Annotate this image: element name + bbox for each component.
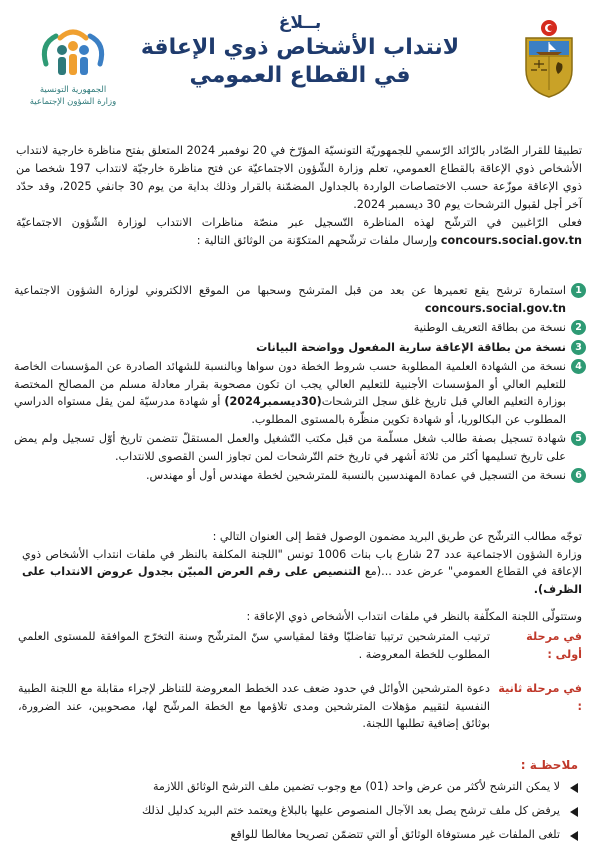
stage-two [18, 680, 582, 733]
ministry-emblem-icon [36, 24, 110, 80]
stage-one-text: ترتيب المترشحين ترتيبا تفاضليّا وفقا لمقياسي سنّ المترشّح وسنة التخرّج الموافقة للمستوى العلمي المطلوب للخطة المعروضة . [18, 630, 490, 661]
document-text: استمارة ترشح يقع تعميرها عن بعد من قبل المترشح وسحبها من الموقع الالكتروني لوزارة الشؤون الاجتماعية [14, 284, 566, 297]
notice-title [130, 12, 470, 90]
bullet-triangle-icon [570, 807, 578, 817]
address-intro: توجّه مطالب الترشّح عن طريق البريد مضمون الوصول فقط إلى العنوان التالي : [212, 530, 582, 543]
list-item [14, 282, 586, 317]
item-number-badge: 4 [571, 359, 586, 374]
notes-list [22, 778, 582, 850]
org-line-1: الجمهورية التونسية [39, 85, 107, 95]
intro-paragraph-2-text: فعلى الرّاغبين في الترشّح لهذه المناظرة التّسجيل عبر منصّة مناظرات الانتداب لوزارة الشّؤون الاجتماعيّة [16, 216, 582, 229]
list-item [14, 467, 586, 485]
intro-paragraph-1: تطبيقا للقرار الصّادر بالرّائد الرّسمي للجمهوريّة التونسيّة المؤرّخ في 20 نوفمبر 2024 المتعلق بفتح مناظرة خارجية لانتداب الأشخاص ذوي الإعاقة بالقطاع العمومي، تعلم وزارة الشّؤون الاجتماعيّة عن فتح مناظرة خارجيّة لانتداب 197 شخصا من ذوي الإعاقة موزّعة حسب الاختصاصات الواردة بالجداول المضمّنة بالقرار وذلك بداية من يوم 30 جانفي 2025، وقد حدّد آخر أجل لقبول الترشحات يوم 30 ديسمبر 2024. [16, 144, 583, 211]
committee-intro: وستتولّى اللجنة المكلّفة بالنظر في ملفات انتداب الأشخاص ذوي الإعاقة : [246, 610, 582, 623]
ministry-logo [18, 24, 128, 108]
intro-text [16, 142, 582, 250]
title-line-3: في القطاع العمومي [189, 63, 411, 88]
deadline-date: (30ديسمبر2024) [224, 395, 322, 408]
item-number-badge: 3 [571, 340, 586, 355]
stage-one [18, 628, 582, 663]
item-number-badge: 5 [571, 431, 586, 446]
note-text: لا يمكن الترشح لأكثر من عرض واحد (01) مع وجوب تضمين ملف الترشح الوثائق اللازمة [152, 780, 560, 793]
list-item [14, 430, 586, 465]
mailing-address [22, 528, 582, 598]
list-item [14, 319, 586, 337]
platform-link[interactable]: concours.social.gov.tn [440, 234, 582, 247]
list-item [14, 358, 586, 428]
org-line-2: وزارة الشؤون الإجتماعية [29, 97, 117, 107]
stage-one-label: في مرحلة أولى : [526, 630, 582, 661]
list-item [22, 778, 582, 796]
item-number-badge: 2 [571, 320, 586, 335]
document-text-continued: أو شهادة مدرسيّة لمن يقل مستواه الدراسي المطلوب عن البكالوريا، أو شهادة تكوين منظّرة بالمستوى المطلوب. [14, 395, 566, 426]
address-text: وزارة الشؤون الاجتماعية عدد 27 شارع باب بنات 1006 تونس "اللجنة المكلفة بالنظر في ملفات انتداب الأشخاص ذوي الإعاقة في القطاع العمومي" عرض عدد ...(مع [22, 547, 583, 578]
document-text: نسخة من التسجيل في عمادة المهندسين بالنسبة للمترشحين لخطة مهندس أول أو مهندس. [145, 469, 566, 482]
tunisia-coat-of-arms-icon [520, 18, 578, 98]
notes-title: ملاحظـة : [520, 758, 578, 772]
bullet-triangle-icon [570, 783, 578, 793]
intro-paragraph-2-end: وإرسال ملفات ترشّحهم المتكوّنة من الوثائق التالية : [196, 234, 438, 247]
title-line-2: لانتداب الأشخاص ذوي الإعاقة [140, 35, 460, 60]
document-text: نسخة من الشهادة العلمية المطلوبة حسب شروط الخطة دون سواها وبالنسبة للشهائد الصادرة عن المؤسسات الخاصة للتعليم العالي أو المؤسسات الأجنبية للتعليم العالي يجب ان تكون مصحوبة بقرار معادلة مسلم من المصالح المختصة بوزارة التعليم العالي قبل تاريخ غلق سجل الترشحات [14, 360, 566, 408]
address-detail [22, 546, 582, 599]
title-announcement: بــلاغ [278, 13, 322, 33]
intro-paragraph-2 [16, 214, 582, 250]
list-item [22, 802, 582, 820]
document-text: نسخة من بطاقة التعريف الوطنية [413, 321, 566, 334]
document-text: نسخة من بطاقة الإعاقة سارية المفعول وواضحة البيانات [256, 340, 566, 354]
stage-two-text: دعوة المترشحين الأوائل في حدود ضعف عدد الخطط المعروضة للتناظر لإجراء مقابلة مع اللجنة الطبية النفسية لتقييم مؤهلات المترشحين ومدى تلاؤمها مع الخطة المرشّح لها، مصحوبين، عند الضرورة، بوثائق إضافية تطلبها اللجنة. [18, 682, 490, 730]
document-text: شهادة تسجيل بصفة طالب شغل مسلّمة من قبل مكتب التّشغيل والعمل المستقلّ تتضمن تاريخ أوّل تسجيل ولم يمض على تاريخ تسليمها أكثر من ثلاثة أشهر في تاريخ ختم التّرشحات لمن تجاوز السن القصوى للانتداب. [14, 432, 566, 463]
platform-link[interactable]: concours.social.gov.tn [424, 301, 566, 315]
stage-two-label: في مرحلة ثانية : [498, 682, 582, 713]
address-note: التنصيص على رقم العرض المبيّن بجدول عروض الانتداب على الظرف). [22, 565, 582, 596]
required-documents-list [14, 282, 586, 487]
list-item [14, 339, 586, 357]
item-number-badge: 6 [571, 468, 586, 483]
bullet-triangle-icon [570, 831, 578, 841]
item-number-badge: 1 [571, 283, 586, 298]
list-item [22, 826, 582, 844]
note-text: يرفض كل ملف ترشح يصل بعد الآجال المنصوص عليها بالبلاغ ويعتمد ختم البريد كدليل لذلك [141, 804, 560, 817]
note-text: تلغى الملفات غير مستوفاة الوثائق أو التي تتضمّن تصريحا مغالطا للواقع [230, 828, 560, 841]
